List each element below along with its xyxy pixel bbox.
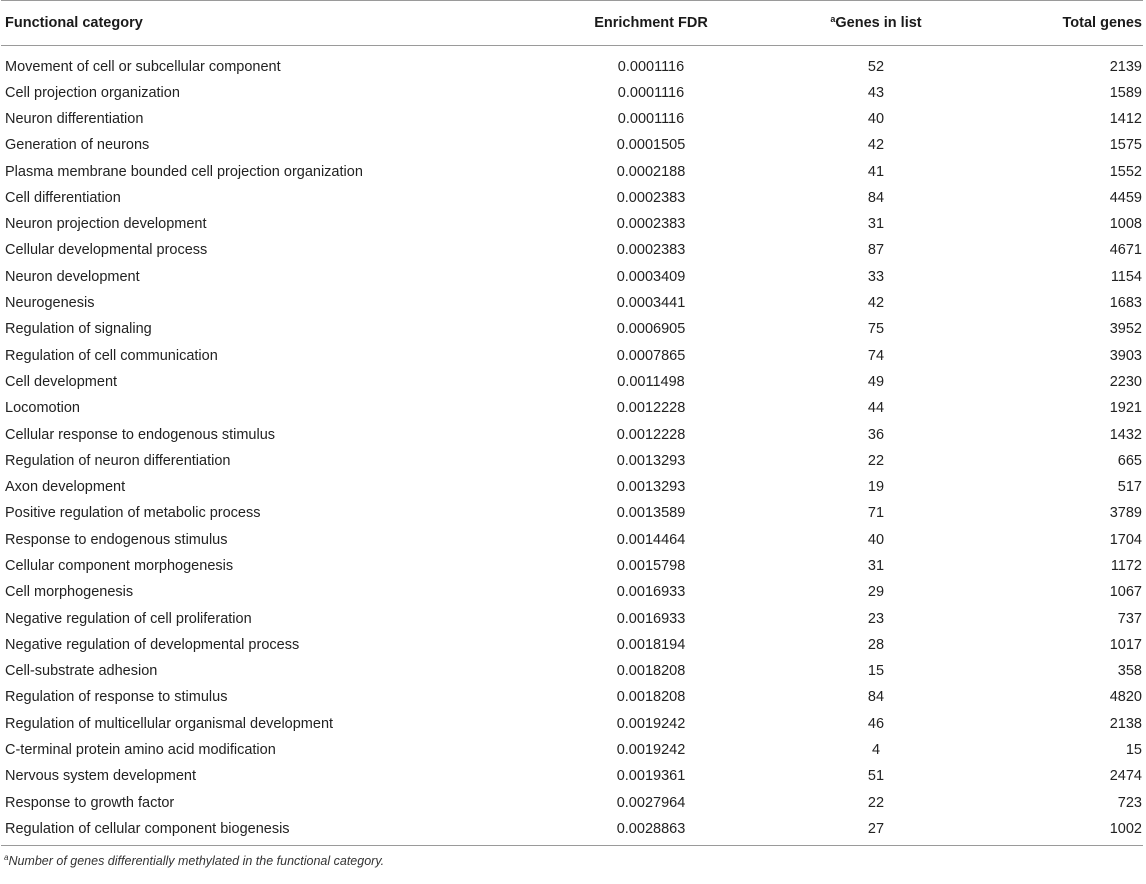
table-row	[1, 158, 1143, 184]
cell-genes-in-list: 36	[867, 426, 885, 443]
cell-total-genes: 1017	[1109, 636, 1142, 653]
cell-genes-in-list: 31	[867, 216, 885, 233]
cell-genes-in-list: 84	[867, 689, 885, 706]
cell-genes-in-list: 49	[867, 373, 885, 390]
cell-enrichment-fdr: 0.0002383	[616, 242, 686, 259]
cell-enrichment-fdr: 0.0006905	[616, 321, 686, 338]
cell-genes-in-list: 42	[867, 295, 885, 312]
table-row	[1, 237, 1143, 263]
header-genes-in-list	[741, 1, 991, 46]
cell-functional-category: Neuron projection development	[5, 216, 207, 233]
cell-total-genes: 1412	[1109, 110, 1142, 127]
cell-genes-in-list: 41	[867, 163, 885, 180]
cell-enrichment-fdr: 0.0001116	[617, 58, 685, 75]
table-row	[1, 342, 1143, 368]
cell-functional-category: Cellular response to endogenous stimulus	[5, 426, 276, 443]
table-body	[1, 46, 1143, 846]
table-row	[1, 106, 1143, 132]
cell-functional-category: Cellular developmental process	[5, 242, 208, 259]
footnote-text: Number of genes differentially methylated in the functional category.	[8, 854, 385, 869]
enrichment-table	[1, 0, 1143, 846]
cell-total-genes: 1575	[1109, 137, 1142, 154]
cell-genes-in-list: 40	[867, 531, 885, 548]
table-row	[1, 264, 1143, 290]
cell-functional-category: Regulation of cell communication	[5, 347, 218, 364]
cell-genes-in-list: 4	[871, 742, 881, 759]
cell-genes-in-list: 43	[867, 84, 885, 101]
table-header	[1, 1, 1143, 46]
cell-functional-category: Negative regulation of developmental process	[5, 636, 300, 653]
cell-genes-in-list: 51	[867, 768, 885, 785]
cell-functional-category: Cell morphogenesis	[5, 584, 134, 601]
cell-enrichment-fdr: 0.0012228	[616, 426, 686, 443]
table-row	[1, 185, 1143, 211]
cell-enrichment-fdr: 0.0003409	[616, 268, 686, 285]
cell-total-genes: 1432	[1109, 426, 1142, 443]
cell-genes-in-list: 40	[867, 110, 885, 127]
cell-total-genes: 517	[1117, 479, 1142, 496]
cell-enrichment-fdr: 0.0002383	[616, 189, 686, 206]
cell-functional-category: Positive regulation of metabolic process	[5, 505, 261, 522]
header-genes-in-list-label: Genes in list	[835, 15, 922, 31]
cell-enrichment-fdr: 0.0013293	[616, 479, 686, 496]
table-row	[1, 474, 1143, 500]
cell-total-genes: 2474	[1109, 768, 1142, 785]
cell-enrichment-fdr: 0.0003441	[616, 295, 686, 312]
cell-enrichment-fdr: 0.0016933	[616, 584, 686, 601]
cell-total-genes: 1172	[1110, 557, 1142, 574]
cell-genes-in-list: 28	[867, 636, 885, 653]
table-row	[1, 80, 1143, 106]
cell-genes-in-list: 31	[867, 557, 885, 574]
cell-total-genes: 358	[1117, 663, 1142, 680]
table-row	[1, 737, 1143, 763]
table-row	[1, 290, 1143, 316]
cell-total-genes: 1589	[1109, 84, 1142, 101]
cell-enrichment-fdr: 0.0019242	[616, 742, 686, 759]
cell-functional-category: Cell differentiation	[5, 189, 121, 206]
cell-functional-category: Cell projection organization	[5, 84, 180, 101]
cell-genes-in-list: 75	[867, 321, 885, 338]
table-row	[1, 711, 1143, 737]
cell-genes-in-list: 87	[867, 242, 885, 259]
cell-enrichment-fdr: 0.0001505	[616, 137, 686, 154]
cell-enrichment-fdr: 0.0016933	[616, 610, 686, 627]
cell-genes-in-list: 84	[867, 189, 885, 206]
cell-enrichment-fdr: 0.0019361	[616, 768, 686, 785]
cell-enrichment-fdr: 0.0019242	[616, 715, 686, 732]
header-enrichment-fdr: Enrichment FDR	[481, 1, 741, 46]
cell-genes-in-list: 27	[867, 820, 885, 837]
cell-functional-category: Neuron differentiation	[5, 110, 144, 127]
cell-total-genes: 4671	[1109, 242, 1142, 259]
cell-genes-in-list: 44	[867, 400, 885, 417]
table-row	[1, 632, 1143, 658]
cell-enrichment-fdr: 0.0018208	[616, 689, 686, 706]
cell-functional-category: Regulation of cellular component biogenesis	[5, 820, 290, 837]
cell-functional-category: Nervous system development	[5, 768, 196, 785]
cell-total-genes: 1008	[1109, 216, 1142, 233]
cell-genes-in-list: 23	[867, 610, 885, 627]
cell-functional-category: Locomotion	[5, 400, 80, 417]
table-row	[1, 527, 1143, 553]
cell-functional-category: Negative regulation of cell proliferation	[5, 610, 252, 627]
cell-enrichment-fdr: 0.0002383	[616, 216, 686, 233]
cell-enrichment-fdr: 0.0001116	[617, 84, 685, 101]
table-row	[1, 395, 1143, 421]
cell-functional-category: Generation of neurons	[5, 137, 150, 154]
table-row	[1, 579, 1143, 605]
cell-functional-category: Axon development	[5, 479, 126, 496]
table-row	[1, 658, 1143, 684]
table-row	[1, 553, 1143, 579]
cell-total-genes: 3903	[1109, 347, 1142, 364]
cell-enrichment-fdr: 0.0018208	[616, 663, 686, 680]
cell-total-genes: 1067	[1109, 584, 1142, 601]
cell-total-genes: 737	[1117, 610, 1142, 627]
cell-total-genes: 4459	[1109, 189, 1142, 206]
cell-genes-in-list: 29	[867, 584, 885, 601]
cell-genes-in-list: 74	[867, 347, 885, 364]
cell-genes-in-list: 15	[867, 663, 885, 680]
cell-functional-category: C-terminal protein amino acid modification	[5, 742, 276, 759]
cell-functional-category: Neurogenesis	[5, 295, 95, 312]
cell-total-genes: 4820	[1109, 689, 1142, 706]
cell-functional-category: Regulation of response to stimulus	[5, 689, 228, 706]
table-row	[1, 684, 1143, 710]
cell-genes-in-list: 22	[867, 452, 885, 469]
table-row	[1, 763, 1143, 789]
cell-functional-category: Regulation of neuron differentiation	[5, 452, 231, 469]
table-row	[1, 448, 1143, 474]
cell-total-genes: 1704	[1109, 531, 1142, 548]
table-row	[1, 421, 1143, 447]
cell-enrichment-fdr: 0.0027964	[616, 794, 686, 811]
header-row	[1, 1, 1143, 46]
cell-genes-in-list: 46	[867, 715, 885, 732]
cell-total-genes: 723	[1117, 794, 1142, 811]
cell-enrichment-fdr: 0.0012228	[616, 400, 686, 417]
cell-functional-category: Response to growth factor	[5, 794, 175, 811]
cell-functional-category: Cell-substrate adhesion	[5, 663, 158, 680]
cell-functional-category: Regulation of signaling	[5, 321, 152, 338]
cell-functional-category: Cellular component morphogenesis	[5, 557, 234, 574]
table-row	[1, 369, 1143, 395]
cell-functional-category: Movement of cell or subcellular component	[5, 58, 281, 75]
cell-enrichment-fdr: 0.0014464	[616, 531, 686, 548]
cell-functional-category: Regulation of multicellular organismal development	[5, 715, 334, 732]
table-footnote	[4, 854, 1146, 868]
table-row	[1, 605, 1143, 631]
cell-total-genes: 1921	[1109, 400, 1142, 417]
header-footnote-marker: a	[830, 14, 836, 24]
cell-genes-in-list: 52	[867, 58, 885, 75]
cell-total-genes: 2139	[1109, 58, 1142, 75]
cell-total-genes: 665	[1117, 452, 1142, 469]
table-row	[1, 316, 1143, 342]
cell-functional-category: Cell development	[5, 373, 118, 390]
cell-enrichment-fdr: 0.0001116	[617, 110, 685, 127]
header-functional-category: Functional category	[1, 1, 481, 46]
cell-total-genes: 3789	[1109, 505, 1142, 522]
cell-total-genes: 1002	[1109, 820, 1142, 837]
cell-enrichment-fdr: 0.0013589	[616, 505, 686, 522]
cell-enrichment-fdr: 0.0028863	[616, 820, 686, 837]
header-total-genes: Total genes	[991, 1, 1143, 46]
table-row	[1, 46, 1143, 80]
cell-enrichment-fdr: 0.0011498	[617, 373, 685, 390]
cell-enrichment-fdr: 0.0015798	[616, 557, 686, 574]
cell-total-genes: 2138	[1109, 715, 1142, 732]
table-row	[1, 500, 1143, 526]
cell-total-genes: 3952	[1109, 321, 1142, 338]
cell-total-genes: 1154	[1110, 268, 1142, 285]
cell-enrichment-fdr: 0.0002188	[616, 163, 686, 180]
cell-genes-in-list: 42	[867, 137, 885, 154]
cell-total-genes: 1552	[1109, 163, 1142, 180]
cell-total-genes: 15	[1125, 742, 1142, 759]
cell-enrichment-fdr: 0.0007865	[616, 347, 686, 364]
cell-genes-in-list: 71	[867, 505, 885, 522]
cell-genes-in-list: 19	[867, 479, 885, 496]
cell-total-genes: 1683	[1109, 295, 1142, 312]
cell-functional-category: Response to endogenous stimulus	[5, 531, 228, 548]
cell-enrichment-fdr: 0.0013293	[616, 452, 686, 469]
cell-total-genes: 2230	[1109, 373, 1142, 390]
cell-functional-category: Neuron development	[5, 268, 140, 285]
footnote-marker: a	[4, 853, 9, 863]
cell-genes-in-list: 33	[867, 268, 885, 285]
table-row	[1, 132, 1143, 158]
cell-enrichment-fdr: 0.0018194	[616, 636, 686, 653]
cell-functional-category: Plasma membrane bounded cell projection organization	[5, 163, 363, 180]
table-row	[1, 816, 1143, 846]
table-row	[1, 790, 1143, 816]
cell-genes-in-list: 22	[867, 794, 885, 811]
table-row	[1, 211, 1143, 237]
